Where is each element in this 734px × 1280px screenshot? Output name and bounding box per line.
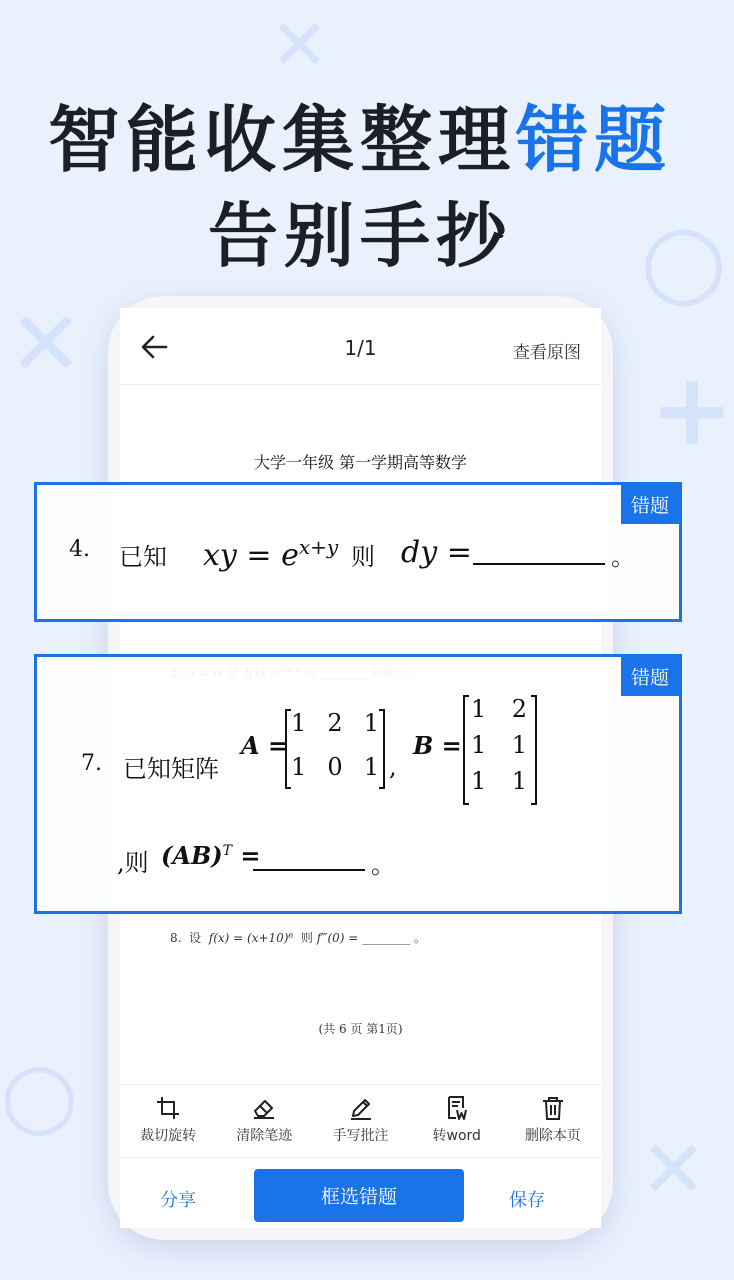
bg-cross-icon: ✕ — [8, 292, 84, 397]
word-doc-icon — [444, 1095, 470, 1121]
question-prefix: 已知 — [119, 543, 167, 571]
mistake-callout-4[interactable] — [34, 482, 682, 622]
clear-strokes-label: 清除笔迹 — [236, 1128, 293, 1144]
headline-line-2: 告别手抄 — [208, 195, 512, 277]
crop-rotate-icon — [155, 1095, 181, 1121]
view-original-button[interactable]: 查看原图 — [513, 343, 581, 363]
mistake-tag: 错题 — [621, 657, 679, 696]
delete-page-button[interactable] — [505, 1085, 601, 1157]
question-ask: (AB)$^T$ = — [161, 841, 261, 870]
question-ask: dy = — [401, 535, 472, 570]
pen-icon — [348, 1095, 374, 1121]
convert-word-button[interactable] — [409, 1085, 505, 1157]
mistake-callout-7[interactable] — [34, 654, 682, 914]
matrix-a-label: A = — [241, 731, 289, 760]
question-expression: xy = $e^{x+y}$ — [203, 535, 339, 573]
page-footer: (共 6 页 第1页) — [318, 1022, 403, 1036]
matrix-b: 1 2 1 1 1 1 — [463, 695, 537, 805]
comma: , — [389, 753, 397, 781]
question-number: 7. — [81, 751, 102, 776]
question-then: ,则 — [117, 849, 149, 877]
delete-page-label: 删除本页 — [524, 1128, 581, 1144]
question-number: 4. — [69, 537, 90, 562]
answer-blank — [253, 869, 365, 871]
handwrite-annotate-button[interactable] — [312, 1085, 408, 1157]
bottom-bar — [120, 1158, 601, 1228]
matrix-a: 1 2 1 1 0 1 — [285, 709, 385, 789]
question-8: 8. 设 f(x) = (x+10)⁶ 则 f‴(0) = ________ 。 — [170, 931, 426, 945]
matrix-b-label: B = — [413, 731, 462, 760]
page-indicator: 1/1 — [344, 336, 377, 360]
bg-circle-icon: ○ — [640, 201, 728, 318]
headline-prefix: 智能收集整理 — [47, 98, 516, 182]
question-end: 。 — [371, 851, 395, 879]
bg-plus-icon: + — [650, 351, 734, 468]
handwrite-annotate-label: 手写批注 — [332, 1128, 389, 1144]
question-then: 则 — [351, 543, 375, 571]
edit-toolbar — [120, 1084, 601, 1158]
headline-accent: 错题 — [516, 98, 673, 182]
eraser-icon — [251, 1095, 277, 1121]
mistake-tag: 错题 — [621, 485, 679, 524]
bg-cross-icon: ✕ — [270, 4, 329, 86]
trash-icon — [540, 1095, 566, 1121]
share-button[interactable]: 分享 — [160, 1190, 196, 1211]
convert-word-label: 转word — [432, 1128, 481, 1144]
question-prefix: 已知矩阵 — [123, 755, 219, 783]
question-end: 。 — [611, 543, 635, 571]
crop-rotate-label: 裁切旋转 — [140, 1128, 197, 1144]
top-bar — [120, 308, 601, 385]
document-title: 大学一年级 第一学期高等数学 — [253, 453, 468, 472]
save-button[interactable]: 保存 — [509, 1190, 545, 1211]
bg-cross-icon: ✕ — [640, 1123, 708, 1216]
select-mistake-button[interactable]: 框选错题 — [254, 1169, 464, 1222]
clear-strokes-button[interactable] — [216, 1085, 312, 1157]
headline-line-1 — [0, 82, 720, 186]
answer-blank — [473, 563, 605, 565]
crop-rotate-button[interactable] — [120, 1085, 216, 1157]
bg-circle-icon: ○ — [0, 1042, 79, 1147]
